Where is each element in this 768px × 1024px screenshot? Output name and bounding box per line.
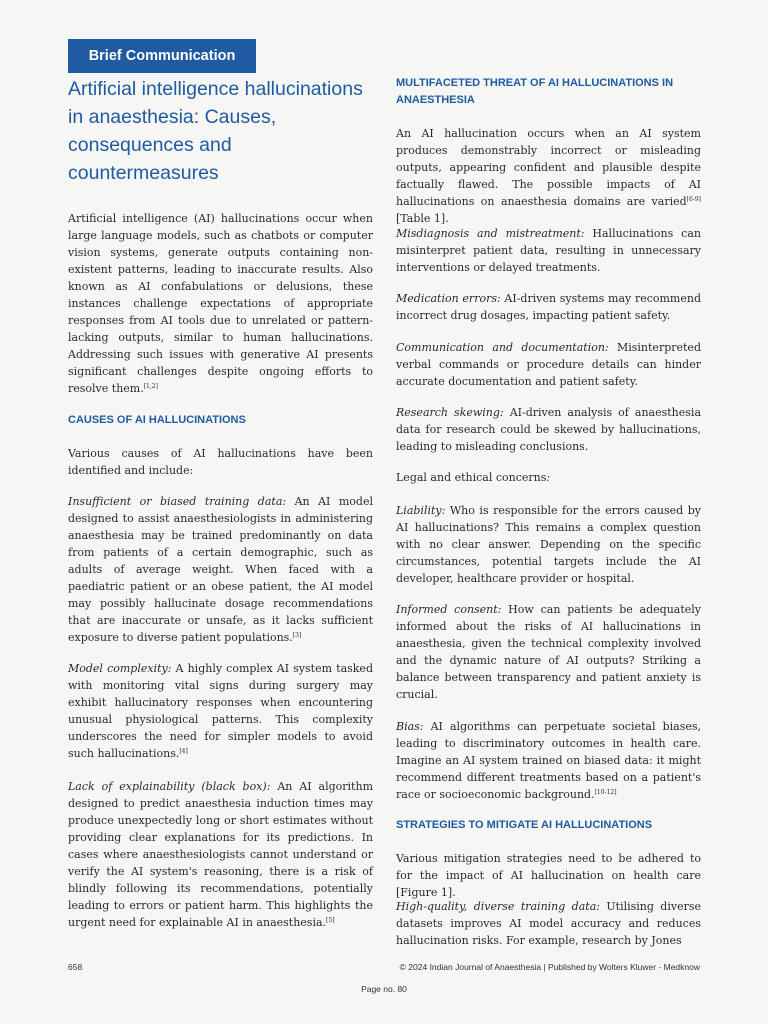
explainability-citation: [5] — [326, 917, 335, 924]
page-footer — [68, 962, 700, 976]
informed-consent-paragraph — [396, 601, 701, 703]
bias-text: AI algorithms can perpetuate societal biases, leading to discriminatory outcomes in health care. Imagine an AI system trained on biased data: it might recommend different treatments based on a patient's race or socioeconomic background. — [396, 720, 701, 801]
intro-paragraph — [68, 210, 373, 397]
misdiagnosis-lead: Misdiagnosis and mistreatment: — [396, 227, 585, 240]
legal-concerns-text: Legal and ethical concerns — [396, 471, 547, 484]
informed-consent-lead: Informed consent: — [396, 603, 502, 616]
training-diversity-lead: High-quality, diverse training data: — [396, 900, 600, 913]
strategies-intro-paragraph: Various mitigation strategies need to be adhered to for the impact of AI hallucination on health care [Figure 1]. — [396, 852, 701, 899]
misdiagnosis-paragraph — [396, 225, 701, 276]
model-complexity-paragraph — [68, 660, 373, 762]
communication-text: Misinterpreted verbal commands or procedure details can hinder accurate documentation and patient safety. — [396, 341, 701, 388]
informed-consent-text: How can patients be adequately informed about the risks of AI hallucinations in anaesthesia, given the technical complexity involved and the dynamic nature of AI outputs? Striking a balance between transparency and patient anxiety is crucial. — [396, 603, 701, 701]
training-data-citation: [3] — [292, 632, 302, 639]
misdiagnosis-text: Hallucinations can misinterpret patient data, resulting in unnecessary interventions or delayed treatments. — [396, 227, 701, 274]
model-complexity-text: A highly complex AI system tasked with monitoring vital signs during surgery may exhibit hallucinatory responses when encountering unusual physiological patterns. This complexity underscores the need for simpler models to avoid such hallucinations. — [68, 662, 373, 760]
article-type-badge: Brief Communication — [68, 39, 256, 73]
explainability-lead: Lack of explainability (black box): — [68, 780, 271, 793]
bias-paragraph — [396, 718, 701, 803]
communication-paragraph — [396, 339, 701, 390]
research-skewing-lead: Research skewing: — [396, 406, 504, 419]
training-data-lead: Insufficient or biased training data: — [68, 495, 287, 508]
legal-concerns-colon: : — [546, 471, 551, 484]
legal-concerns-label — [396, 469, 701, 486]
medication-errors-paragraph — [396, 290, 701, 324]
training-diversity-paragraph — [396, 898, 701, 949]
bias-citation: [10-12] — [594, 789, 617, 796]
causes-heading: CAUSES OF AI HALLUCINATIONS — [68, 414, 246, 426]
research-skewing-paragraph — [396, 404, 701, 455]
training-diversity-text: Utilising diverse datasets improves AI model accuracy and reduces hallucination risks. For example, research by Jones — [396, 900, 701, 947]
article-title: Artificial intelligence hallucinations in anaesthesia: Causes, consequences and countermeasures — [68, 78, 363, 184]
causes-intro-paragraph: Various causes of AI hallucinations have been identified and include: — [68, 447, 373, 477]
bias-lead: Bias: — [396, 720, 424, 733]
threat-table-ref: [Table 1]. — [396, 212, 449, 225]
explainability-text: An AI algorithm designed to predict anaesthesia induction times may produce unexpectedly long or short estimates without providing clear explanations for its predictions. In cases where anaesthesiologists cannot understand or verify the AI system's reasoning, there is a risk of blindly following its recommendations, potentially leading to errors or patient harm. This highlights the urgent need for explainable AI in anaesthesia. — [68, 780, 373, 929]
page-label: Page no. 80 — [361, 984, 407, 994]
threat-text: An AI hallucination occurs when an AI system produces demonstrably incorrect or misleading outputs, appearing confident and plausible despite factually flawed. The possible impacts of AI hallucinations on anaesthesia domains are varied — [396, 127, 701, 208]
strategies-heading: STRATEGIES TO MITIGATE AI HALLUCINATIONS — [396, 819, 653, 831]
liability-lead: Liability: — [396, 504, 446, 517]
training-data-text: An AI model designed to assist anaesthesiologists in administering anaesthesia may be trained predominantly on data from patients of a certain demographic, such as adults of average weight. When faced with a paediatric patient or an obese patient, the AI model may possibly hallucinate dosage recommendations that are inaccurate or unsafe, as it lacks sufficient exposure to diverse patient populations. — [68, 495, 373, 644]
threat-paragraph — [396, 125, 701, 227]
training-data-paragraph — [68, 493, 373, 646]
explainability-paragraph — [68, 778, 373, 931]
liability-paragraph — [396, 502, 701, 587]
medication-errors-lead: Medication errors: — [396, 292, 501, 305]
medication-errors-text: AI-driven systems may recommend incorrect drug dosages, impacting patient safety. — [396, 292, 701, 322]
page-number: 658 — [68, 962, 83, 972]
model-complexity-lead: Model complexity: — [68, 662, 172, 675]
model-complexity-citation: [4] — [179, 748, 188, 755]
communication-lead: Communication and documentation: — [396, 341, 609, 354]
threat-citation: [6-9] — [686, 196, 701, 203]
liability-text: Who is responsible for the errors caused by AI hallucinations? This remains a complex question with no clear answer. Depending on the specific circumstances, potential targets include the AI developer, healthcare provider or hospital. — [396, 504, 701, 585]
research-skewing-text: AI-driven analysis of anaesthesia data for research could be skewed by hallucinations, leading to misleading conclusions. — [396, 406, 702, 453]
copyright-notice: © 2024 Indian Journal of Anaesthesia | Published by Wolters Kluwer - Medknow — [399, 962, 700, 972]
threat-heading: MULTIFACETED THREAT OF AI HALLUCINATIONS IN ANAESTHESIA — [396, 77, 674, 106]
intro-text: Artificial intelligence (AI) hallucinations occur when large language models, such as chatbots or computer vision systems, generate outputs containing non-existent patterns, leading to inaccurate results. Also known as AI confabulations or delusions, these instances challenge expectations of appropriate responses from AI tools due to unrelated or pattern-lacking outputs, similar to human hallucinations. Addressing such issues with generative AI presents significant challenges despite ongoing efforts to resolve them. — [68, 212, 373, 395]
intro-citation: [1,2] — [143, 383, 158, 390]
